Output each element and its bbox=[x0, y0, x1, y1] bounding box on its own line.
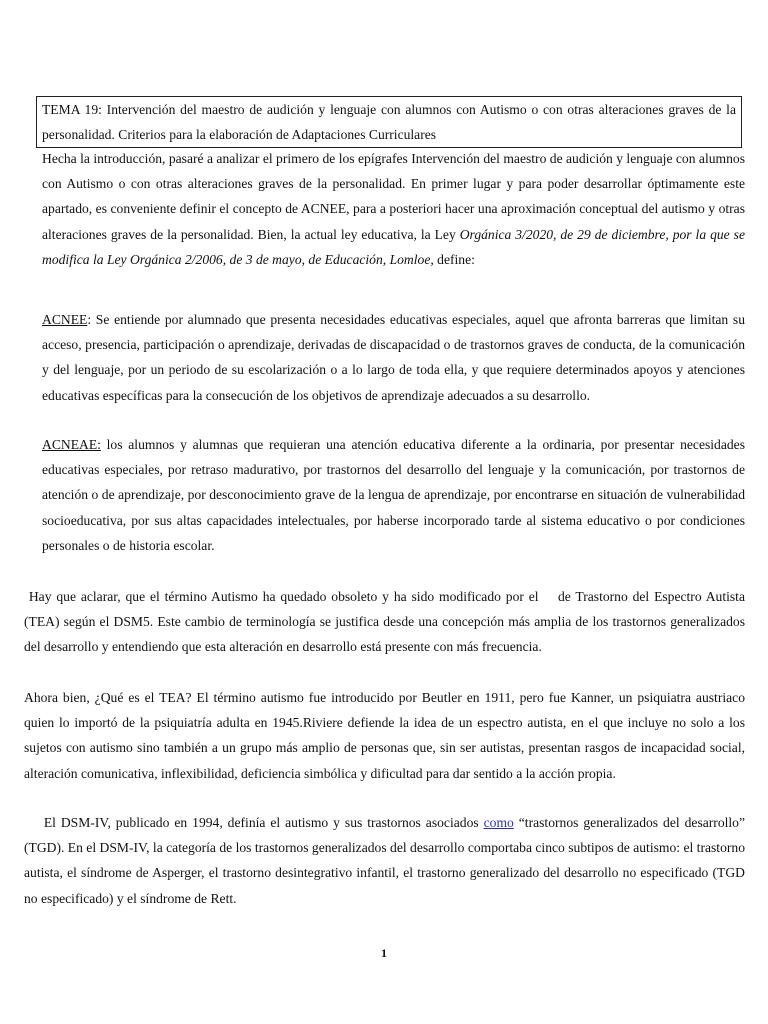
como-link[interactable]: como bbox=[483, 815, 514, 830]
dsm-text: El DSM-IV, publicado en 1994, definía el autismo y sus trastornos asociados bbox=[24, 815, 484, 830]
topic-title: TEMA 19: Intervención del maestro de audición y lenguaje con alumnos con Autismo o con otras alteraciones graves de la personalidad. Criterios para la elaboración de Adaptaciones Curriculares bbox=[42, 102, 736, 142]
intro-paragraph bbox=[42, 146, 745, 272]
page-number: 1 bbox=[381, 946, 387, 960]
topic-title-box bbox=[36, 96, 742, 148]
terminology-paragraph: Hay que aclarar, que el término Autismo ha quedado obsoleto y ha sido modificado por el de Trastorno del Espectro Autista (TEA) según el DSM5. Este cambio de terminología se justifica desde una concepción más amplia de los trastornos generalizados del desarrollo y entendiendo que esta alteración en desarrollo está presente con más frecuencia. bbox=[24, 589, 749, 655]
dsm-text-rest: “trastornos generalizados del desarrollo” (TGD). En el DSM-IV, la categoría de los trastornos generalizados del desarrollo comportaba cinco subtipos de autismo: el trastorno autista, el síndrome de Asperger, el trastorno desintegrativo infantil, el trastorno generalizado del desarrollo no especificado (TGD no especificado) y el síndrome de Rett. bbox=[24, 815, 749, 906]
acnee-definition: : Se entiende por alumnado que presenta necesidades educativas especiales, aquel que afronta barreras que limitan su acceso, presencia, participación o aprendizaje, derivadas de discapacidad o de trastornos graves de conducta, de la comunicación y del lenguaje, por un periodo de su escolarización o a lo largo de toda ella, y que requiere determinados apoyos y atenciones educativas específicas para la consecución de los objetivos de aprendizaje adecuados a su desarrollo. bbox=[42, 312, 745, 403]
acnee-paragraph bbox=[42, 307, 745, 408]
dsm-paragraph bbox=[24, 810, 749, 911]
acnee-term: ACNEE bbox=[42, 312, 88, 327]
intro-text: Hecha la introducción, pasaré a analizar el primero de los epígrafes Intervención del maestro de audición y lenguaje con alumnos con Autismo o con otras alteraciones graves de la personalidad. En primer lugar y para poder desarrollar óptimamente este apartado, es conveniente definir el concepto de ACNEE, para a posteriori hacer una aproximación conceptual del autismo y otras alteraciones graves de la personalidad. Bien, la actual ley educativa, la Ley bbox=[42, 151, 745, 242]
law-reference: Orgánica 3/2020, de 29 de diciembre, por la que se modifica la Ley Orgánica 2/2006, de 3 de mayo, de Educación, Lomloe, bbox=[42, 226, 745, 267]
intro-define: define: bbox=[433, 251, 475, 267]
acneae-definition: los alumnos y alumnas que requieran una atención educativa diferente a la ordinaria, por presentar necesidades educativas especiales, por retraso madurativo, por trastornos del desarrollo del lenguaje y la comunicación, por trastornos de atención o de aprendizaje, por desconocimiento grave de la lengua de aprendizaje, por encontrarse en situación de vulnerabilidad socioeducativa, por sus altas capacidades intelectuales, por haberse incorporado tarde al sistema educativo o por condiciones personales o de historia escolar. bbox=[42, 437, 745, 553]
tea-paragraph: Ahora bien, ¿Qué es el TEA? El término autismo fue introducido por Beutler en 1911, pero fue Kanner, un psiquiatra austriaco quien lo importó de la psiquiatría adulta en 1945.Riviere defiende la idea de un espectro autista, en el que incluye no solo a los sujetos con autismo sino también a un grupo más amplio de personas que, sin ser autistas, presentan rasgos de incapacidad social, alteración comunicativa, inflexibilidad, deficiencia simbólica y dificultad para dar sentido a la acción propia. bbox=[24, 690, 745, 781]
acneae-term: ACNEAE: bbox=[42, 437, 101, 452]
acneae-paragraph bbox=[42, 432, 745, 558]
